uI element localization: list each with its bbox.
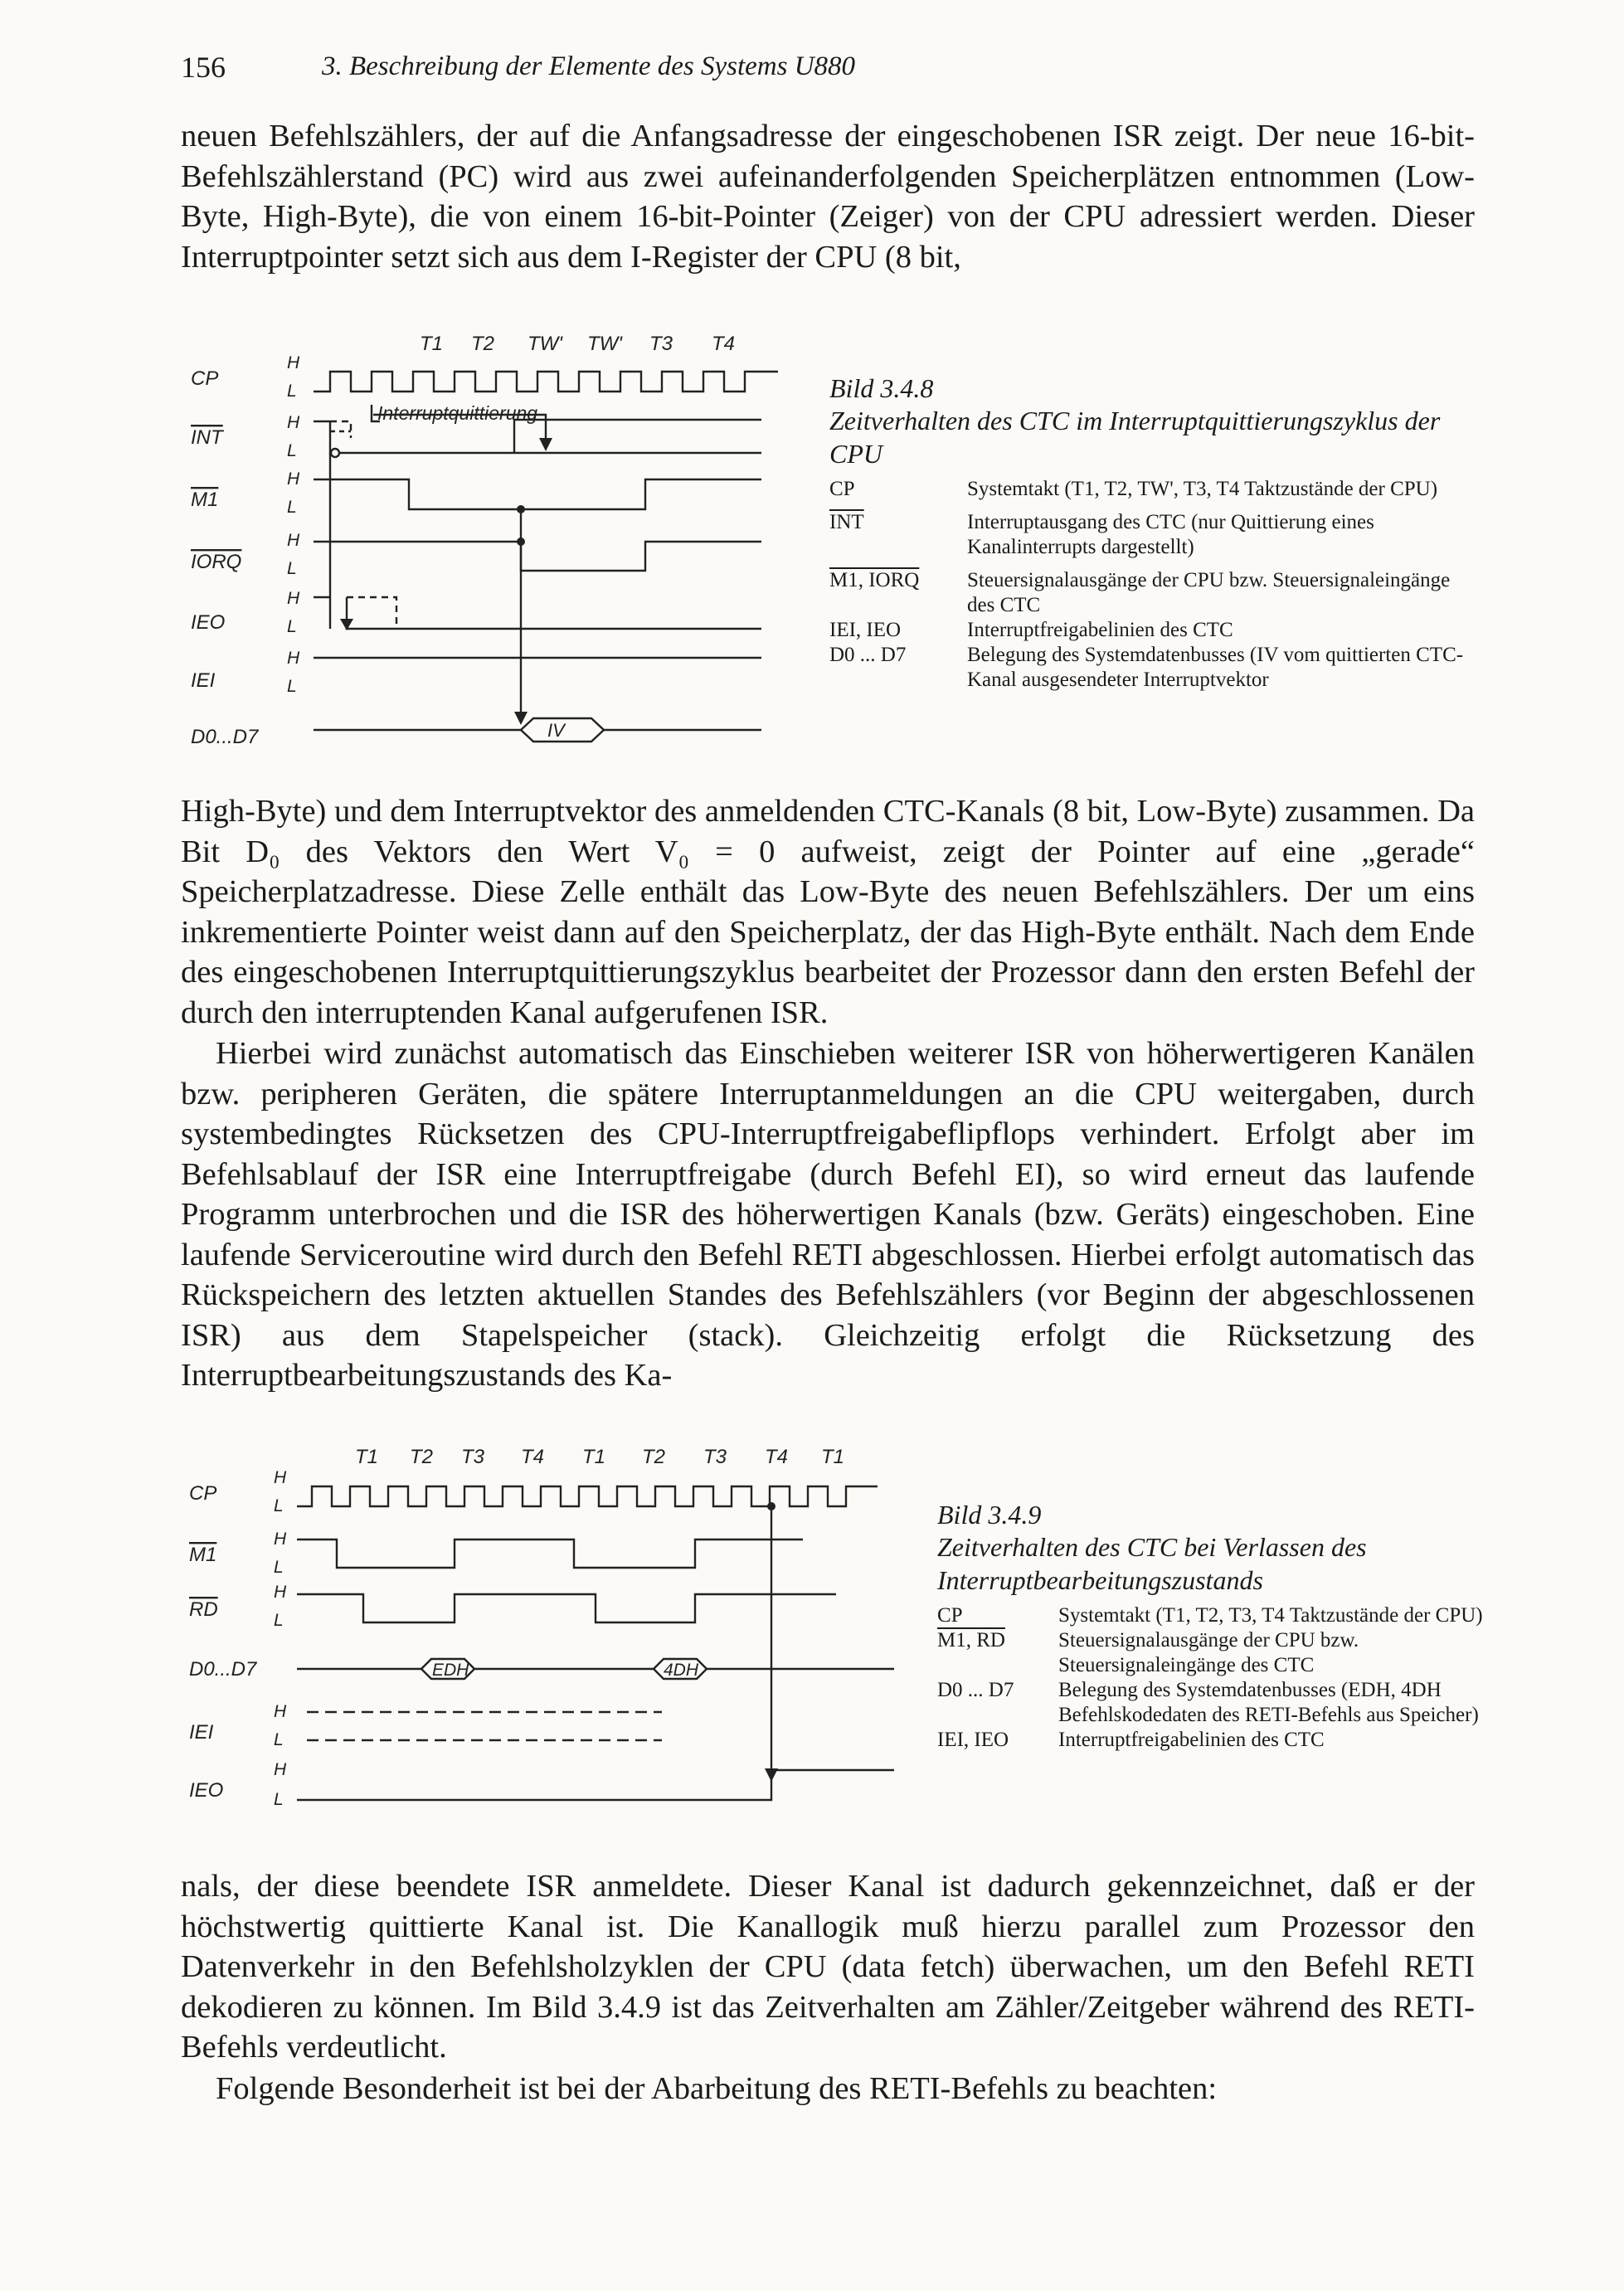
fig1-number: Bild 3.4.8	[829, 373, 934, 403]
fig1-title: Zeitverhalten des CTC im Interruptquittierungszyklus der CPU	[829, 406, 1441, 469]
fig2-legend	[937, 1603, 1485, 1753]
fig2-m1-waveform	[297, 1539, 803, 1568]
svg-text:L: L	[287, 498, 297, 517]
fig2-state-label: T1	[582, 1446, 606, 1468]
fig2-signal-m1: M1	[189, 1544, 217, 1566]
fig2-state-label: T3	[461, 1446, 485, 1468]
paragraph-1: neuen Befehlszählers, der auf die Anfangsadresse der eingeschobenen ISR zeigt. Der neue 16-bit-Befehlszählerstand (PC) wird aus zwei aufeinanderfolgenden Speicherplätzen entnommen (Low-Byte, High-Byte), die von einem 16-bit-Pointer (Zeiger) von der CPU adressiert werden. Dieser Interruptpointer setzt sich aus dem I-Register der CPU (8 bit,	[181, 119, 1475, 275]
legend-row: M1, IORQ Steuersignalausgänge der CPU bzw. Steuersignaleingänge des CTC	[829, 569, 1451, 616]
paragraph-3: Hierbei wird zunächst automatisch das Einschieben weiterer ISR von höherwertigeren Kanälen bzw. peripheren Geräten, die spätere Interruptanmeldungen an die CPU weitergaben, durch systembedingtes Rücksetzen des CPU-Interruptfreigabeflipflops verhindert. Erfolgt aber im Befehlsablauf der ISR eine Interruptfreigabe (durch Befehl EI), so wird erneut das laufende Programm unterbrochen und die ISR des höherwertigen Kanals (bzw. Geräts) eingeschoben. Eine laufende Serviceroutine wird durch den Befehl RETI abgeschlossen. Hierbei erfolgt automatisch das Rückspeichern des letzten aktuellen Standes des Befehlszählers (vor Beginn der abgeschlossenen ISR) aus dem Stapelspeicher (stack). Gleichzeitig erfolgt die Rücksetzung des Interruptbearbeitungszustands des Ka-	[181, 1036, 1475, 1393]
legend-row: IEI, IEO Interruptfreigabelinien des CTC	[829, 619, 1233, 641]
fig1-signal-iorq: IORQ	[191, 551, 242, 573]
fig2-signal-data: D0...D7	[189, 1658, 257, 1681]
fig2-signal-rd: RD	[189, 1598, 218, 1621]
svg-text:L: L	[274, 1790, 284, 1809]
paragraph-4: nals, der diese beendete ISR anmeldete. Dieser Kanal ist dadurch gekennzeichnet, daß er der höchstwertig quittierte Kanal ist. Die Kanallogik muß hierzu parallel zum Prozessor den Datenverkehr in den Befehlsholzyklen der CPU (data fetch) überwachen, um den Befehl RETI dekodieren zu können. Im Bild 3.4.9 ist das Zeitverhalten am Zähler/Zeitgeber während des RETI-Befehls verdeutlicht.	[181, 1869, 1475, 2065]
fig2-state-label: T4	[521, 1446, 545, 1468]
fig1-cp-waveform	[314, 372, 778, 392]
fig1-signal-int: INT	[191, 426, 223, 449]
svg-text:H: H	[287, 413, 300, 432]
svg-text:H: H	[287, 531, 300, 550]
svg-text:L: L	[287, 382, 297, 401]
page-number: 156	[181, 51, 226, 84]
svg-text:H: H	[287, 589, 300, 608]
fig2-ieo-waveform	[297, 1770, 894, 1800]
svg-text:H: H	[274, 1530, 287, 1549]
fig1-state-label: T4	[712, 333, 736, 355]
fig1-state-label: T2	[471, 333, 495, 355]
svg-text:L: L	[274, 1558, 284, 1577]
svg-text:H: H	[287, 469, 300, 489]
fig1-annotation: Interruptquittierung	[377, 402, 538, 424]
fig1-state-label: TW'	[587, 333, 622, 355]
fig1-signal-m1: M1	[191, 489, 219, 511]
page-header	[181, 50, 1475, 100]
svg-text:L: L	[287, 559, 297, 578]
legend-row: CP Systemtakt (T1, T2, TW', T3, T4 Taktzustände der CPU)	[829, 478, 1438, 500]
fig2-title: Zeitverhalten des CTC bei Verlassen des Interruptbearbeitungszustands	[937, 1532, 1367, 1595]
svg-text:H: H	[287, 649, 300, 668]
fig2-data-bus	[297, 1659, 894, 1679]
svg-text:L: L	[274, 1611, 284, 1630]
figure-caption-3-4-9	[937, 1500, 1485, 1753]
fig2-cp-waveform	[297, 1486, 878, 1506]
fig1-legend	[829, 477, 1476, 693]
legend-row: CP Systemtakt (T1, T2, T3, T4 Taktzustände der CPU)	[937, 1604, 1483, 1627]
svg-text:H: H	[287, 353, 300, 372]
svg-text:L: L	[287, 677, 297, 696]
svg-text:H: H	[274, 1702, 287, 1721]
fig1-m1-waveform	[314, 479, 761, 509]
fig1-state-label: T1	[420, 333, 444, 355]
legend-row: $\overline{INT}$ Interruptausgang des CTC (nur Quittierung eines Kanalinterrupts dargestellt)	[829, 511, 1374, 558]
paragraph-5: Folgende Besonderheit ist bei der Abarbeitung des RETI-Befehls zu beachten:	[216, 2071, 1218, 2106]
svg-text:H: H	[274, 1583, 287, 1602]
fig2-edh-label: EDH	[432, 1661, 469, 1680]
fig1-state-label: T3	[649, 333, 673, 355]
paragraph-2: High-Byte) und dem Interruptvektor des anmeldenden CTC-Kanals (8 bit, Low-Byte) zusammen. Da Bit D₀ des Vektors den Wert V₀ = 0 aufweist, zeigt der Pointer auf eine „gerade“ Speicherplatzadresse. Diese Zelle enthält das Low-Byte des neuen Befehlszählers. Der um eins inkrementierte Pointer weist dann auf den Speicherplatz, der das High-Byte enthält. Nach dem Ende des eingeschobenen Interruptquittierungszyklus bearbeitet der Prozessor dann den ersten Befehl der durch den interruptenden Kanal aufgerufenen ISR.	[181, 794, 1475, 1030]
fig2-number: Bild 3.4.9	[937, 1500, 1042, 1530]
fig2-state-label: T1	[821, 1446, 845, 1468]
svg-text:L: L	[274, 1496, 284, 1515]
timing-diagram-3-4-9	[181, 1435, 911, 1833]
chapter-title: 3. Beschreibung der Elemente des Systems U880	[322, 51, 856, 81]
svg-text:L: L	[274, 1730, 284, 1749]
fig2-4dh-label: 4DH	[664, 1661, 699, 1680]
svg-text:L: L	[287, 441, 297, 460]
timing-diagram-3-4-8	[181, 322, 795, 770]
fig2-state-label: T4	[765, 1446, 789, 1468]
legend-row: M1, RD Steuersignalausgänge der CPU bzw. Steuersignaleingänge des CTC	[937, 1629, 1359, 1676]
fig1-state-label: TW'	[528, 333, 562, 355]
fig2-state-label: T3	[703, 1446, 727, 1468]
fig1-signal-ieo: IEO	[191, 611, 226, 634]
fig2-rd-waveform	[297, 1594, 836, 1622]
svg-text:H: H	[274, 1760, 287, 1779]
legend-row: D0 ... D7 Belegung des Systemdatenbusses (EDH, 4DH Befehlskodedaten des RETI-Befehls aus Speicher)	[937, 1679, 1479, 1726]
fig2-state-label: T2	[410, 1446, 434, 1468]
legend-row: D0 ... D7 Belegung des Systemdatenbusses (IV vom quittierten CTC-Kanal ausgesendeter Interruptvektor	[829, 644, 1464, 691]
fig1-signal-iei: IEI	[191, 669, 216, 692]
svg-text:L: L	[287, 617, 297, 636]
figure-caption-3-4-8	[829, 373, 1476, 693]
fig1-iorq-waveform	[314, 542, 761, 571]
fig2-state-label: T1	[355, 1446, 379, 1468]
fig2-signal-cp: CP	[189, 1482, 217, 1505]
fig1-iv-label: IV	[547, 720, 565, 741]
fig2-state-label: T2	[642, 1446, 666, 1468]
fig1-data-bus	[314, 718, 761, 742]
fig2-signal-ieo: IEO	[189, 1779, 224, 1802]
legend-row: IEI, IEO Interruptfreigabelinien des CTC	[937, 1729, 1325, 1751]
fig2-signal-iei: IEI	[189, 1721, 214, 1744]
svg-text:H: H	[274, 1468, 287, 1487]
fig1-signal-cp: CP	[191, 367, 219, 390]
fig1-signal-data: D0...D7	[191, 726, 259, 748]
